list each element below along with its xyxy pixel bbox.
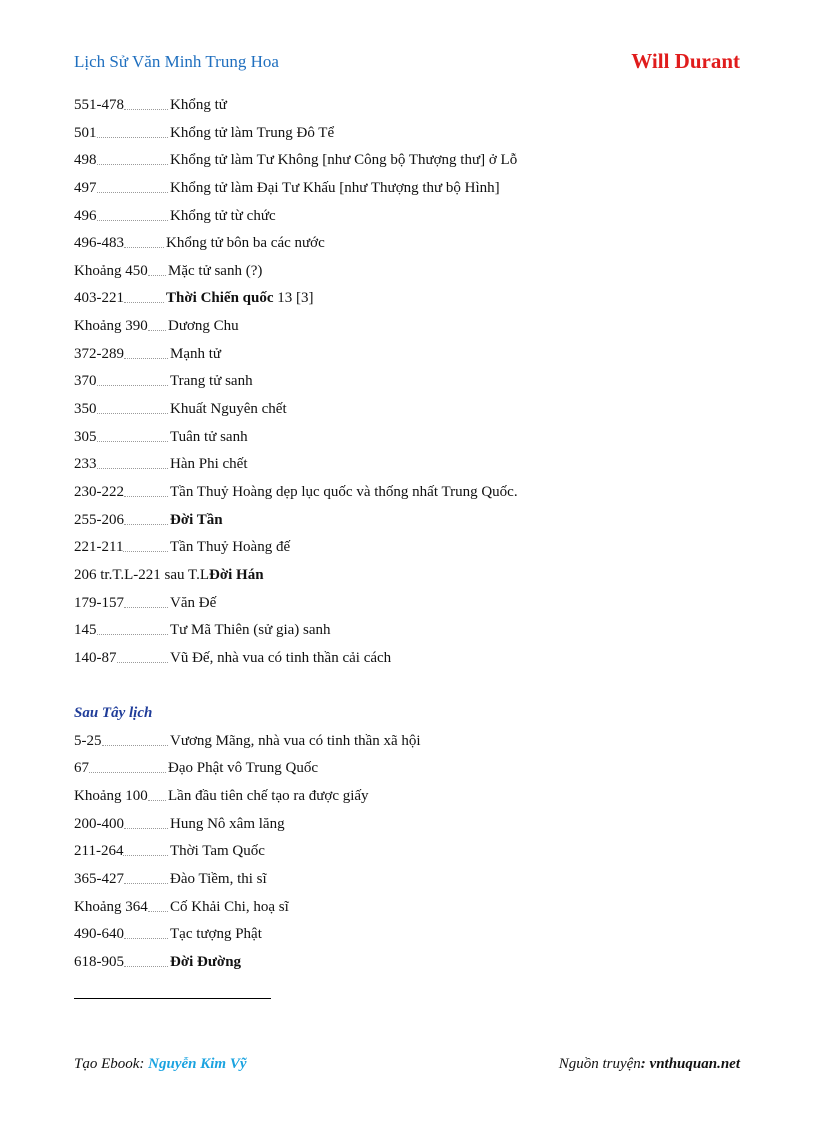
timeline-year: 403-221 bbox=[74, 290, 124, 307]
timeline-row bbox=[74, 260, 754, 288]
timeline-year: 140-87 bbox=[74, 649, 117, 666]
timeline-description bbox=[170, 205, 276, 227]
timeline-year: 179-157 bbox=[74, 594, 124, 611]
header-book-title: Lịch Sử Văn Minh Trung Hoa bbox=[74, 52, 279, 71]
timeline-event-text: Khổng tử làm Trung Đô Tể bbox=[170, 124, 335, 141]
timeline-year: 618-905 bbox=[74, 953, 124, 970]
timeline-row bbox=[74, 453, 754, 481]
timeline-row bbox=[74, 481, 754, 509]
timeline-year: Khoảng 364 bbox=[74, 898, 148, 915]
timeline-event-text: Khổng tử từ chức bbox=[170, 207, 276, 224]
timeline-event-text: Khổng tử bbox=[170, 97, 227, 113]
dot-leader bbox=[124, 343, 168, 359]
dot-leader bbox=[97, 426, 169, 442]
timeline-description bbox=[170, 509, 223, 531]
timeline-event-text: Đạo Phật vô Trung Quốc bbox=[168, 760, 319, 777]
timeline-description bbox=[168, 785, 369, 807]
timeline-year: 305 bbox=[74, 428, 97, 445]
footer-source-separator: : bbox=[640, 1056, 650, 1072]
timeline-row bbox=[74, 868, 754, 896]
timeline-row bbox=[74, 398, 754, 426]
dot-leader bbox=[97, 122, 169, 138]
timeline-event-text: Cố Khải Chi, hoạ sĩ bbox=[170, 898, 289, 915]
timeline-description bbox=[170, 923, 262, 945]
dot-leader bbox=[97, 149, 169, 165]
timeline-event-text: Khổng tử bôn ba các nước bbox=[166, 235, 325, 252]
timeline-row bbox=[74, 177, 754, 205]
timeline-description bbox=[166, 232, 325, 254]
dot-leader bbox=[123, 536, 168, 552]
timeline-year: 551-478 bbox=[74, 97, 124, 113]
dot-leader bbox=[97, 205, 169, 221]
timeline-event-text: Thời Tam Quốc bbox=[170, 843, 265, 860]
timeline-year: 221-211 bbox=[74, 539, 124, 556]
dot-leader bbox=[89, 757, 166, 773]
footer-source-label: Nguồn truyện bbox=[558, 1056, 641, 1072]
footer-ebook-credit bbox=[74, 1056, 247, 1073]
timeline-event-text: Đào Tiềm, thi sĩ bbox=[170, 870, 267, 887]
timeline-description bbox=[170, 536, 290, 558]
timeline-description bbox=[170, 177, 500, 199]
timeline-description bbox=[170, 730, 421, 752]
timeline-year: 5-25 bbox=[74, 732, 102, 749]
timeline-era-name: Đời Tần bbox=[170, 511, 223, 528]
dot-leader bbox=[124, 813, 168, 829]
dot-leader bbox=[124, 592, 168, 608]
timeline-row bbox=[74, 785, 754, 813]
dot-leader bbox=[97, 453, 169, 469]
dot-leader bbox=[148, 785, 166, 801]
section-heading: Sau Tây lịch bbox=[74, 705, 153, 722]
timeline-event-text: Hàn Phi chết bbox=[170, 456, 248, 473]
timeline-row bbox=[74, 619, 754, 647]
timeline-description bbox=[170, 149, 517, 171]
timeline-year: Khoảng 100 bbox=[74, 788, 148, 805]
footnote-divider bbox=[74, 998, 271, 999]
timeline-description bbox=[170, 840, 265, 862]
timeline-year: 370 bbox=[74, 373, 97, 390]
timeline-year: 497 bbox=[74, 179, 97, 196]
footer-ebook-separator: : bbox=[139, 1056, 149, 1072]
timeline-era-name: Thời Chiến quốc bbox=[166, 290, 274, 307]
timeline-row bbox=[74, 315, 754, 343]
header-author: Will Durant bbox=[631, 49, 740, 73]
timeline-event-text: Dương Chu bbox=[168, 318, 239, 335]
timeline-event-text: Tần Thuỷ Hoàng đế bbox=[170, 539, 291, 556]
dot-leader bbox=[124, 232, 164, 248]
section-spacer bbox=[74, 674, 754, 702]
dot-leader bbox=[124, 951, 168, 967]
timeline-year: 233 bbox=[74, 456, 97, 473]
timeline-description bbox=[168, 315, 239, 337]
timeline-event-text: Vũ Đế, nhà vua có tinh thần cải cách bbox=[170, 649, 392, 666]
timeline-year: 350 bbox=[74, 401, 97, 418]
timeline-description bbox=[170, 343, 221, 365]
timeline-year: 490-640 bbox=[74, 926, 124, 943]
timeline-description bbox=[170, 592, 216, 614]
timeline-event-text: Mạnh tử bbox=[170, 345, 222, 362]
timeline-event-text: Khuất Nguyên chết bbox=[170, 401, 287, 418]
timeline-event-text: Tuân tử sanh bbox=[170, 428, 248, 445]
footer-source-site[interactable]: vnthuquan.net bbox=[649, 1056, 740, 1072]
timeline-row bbox=[74, 757, 754, 785]
timeline-year: 498 bbox=[74, 152, 97, 169]
timeline-description bbox=[170, 868, 267, 890]
dot-leader bbox=[124, 509, 168, 525]
timeline-event-text: Tư Mã Thiên (sử gia) sanh bbox=[170, 622, 331, 639]
timeline-description bbox=[209, 564, 264, 586]
timeline-event-text: Lần đầu tiên chế tạo ra được giấy bbox=[168, 788, 369, 805]
timeline-description bbox=[170, 481, 518, 503]
timeline-list bbox=[74, 94, 754, 979]
timeline-row bbox=[74, 94, 754, 122]
dot-leader bbox=[102, 730, 169, 746]
dot-leader bbox=[117, 647, 169, 663]
timeline-row bbox=[74, 343, 754, 371]
timeline-description bbox=[170, 813, 285, 835]
timeline-era-name: Đời Đường bbox=[170, 953, 242, 970]
timeline-event-text: Văn Đế bbox=[170, 594, 217, 611]
timeline-row bbox=[74, 813, 754, 841]
timeline-row bbox=[74, 730, 754, 758]
timeline-row bbox=[74, 647, 754, 675]
timeline-era-name: Đời Hán bbox=[208, 566, 264, 583]
dot-leader bbox=[97, 370, 169, 386]
timeline-event-text: Khổng tử làm Đại Tư Khấu [như Thượng thư bộ Hình] bbox=[170, 179, 500, 196]
dot-leader bbox=[124, 481, 168, 497]
timeline-row bbox=[74, 564, 754, 592]
timeline-before-christ bbox=[74, 94, 754, 674]
timeline-description bbox=[170, 951, 241, 973]
timeline-description bbox=[170, 619, 331, 641]
timeline-description bbox=[166, 287, 314, 309]
dot-leader bbox=[97, 398, 169, 414]
timeline-row bbox=[74, 592, 754, 620]
timeline-description bbox=[170, 370, 253, 392]
timeline-year: 496 bbox=[74, 207, 97, 224]
timeline-description bbox=[170, 426, 248, 448]
timeline-row bbox=[74, 149, 754, 177]
timeline-row bbox=[74, 426, 754, 454]
timeline-row bbox=[74, 896, 754, 924]
timeline-row bbox=[74, 840, 754, 868]
timeline-row bbox=[74, 205, 754, 233]
timeline-year: 365-427 bbox=[74, 870, 124, 887]
section-heading-row bbox=[74, 702, 754, 730]
timeline-event-text: Vương Mãng, nhà vua có tinh thần xã hội bbox=[170, 732, 421, 749]
timeline-row bbox=[74, 122, 754, 150]
dot-leader bbox=[148, 315, 166, 331]
dot-leader bbox=[148, 260, 166, 276]
dot-leader bbox=[97, 619, 169, 635]
dot-leader bbox=[124, 287, 164, 303]
timeline-year: 200-400 bbox=[74, 815, 124, 832]
timeline-year: 496-483 bbox=[74, 235, 124, 252]
timeline-year: 501 bbox=[74, 124, 97, 141]
timeline-row bbox=[74, 287, 754, 315]
dot-leader bbox=[123, 840, 168, 856]
timeline-year: 206 tr.T.L-221 sau T.L bbox=[74, 566, 209, 583]
timeline-event-text: Tạc tượng Phật bbox=[170, 926, 262, 943]
footer-ebook-label: Tạo Ebook bbox=[74, 1056, 140, 1072]
dot-leader bbox=[124, 868, 168, 884]
timeline-row bbox=[74, 923, 754, 951]
timeline-year: 67 bbox=[74, 760, 89, 777]
timeline-description bbox=[168, 260, 262, 282]
timeline-event-text: 13 [3] bbox=[273, 290, 314, 307]
timeline-row bbox=[74, 951, 754, 979]
timeline-row bbox=[74, 509, 754, 537]
timeline-description bbox=[170, 896, 289, 918]
footer-ebook-creator: Nguyễn Kim Vỹ bbox=[148, 1056, 247, 1072]
timeline-event-text: Hung Nô xâm lăng bbox=[170, 815, 285, 832]
dot-leader bbox=[97, 177, 169, 193]
timeline-event-text: Khổng tử làm Tư Không [như Công bộ Thượng thư] ở Lỗ bbox=[170, 152, 518, 169]
dot-leader bbox=[148, 896, 168, 912]
timeline-description bbox=[168, 757, 318, 779]
timeline-event-text: Mặc tử sanh (?) bbox=[168, 262, 263, 279]
footer-source-credit bbox=[559, 1056, 740, 1073]
timeline-year: 230-222 bbox=[74, 483, 124, 500]
timeline-description bbox=[170, 94, 227, 116]
timeline-year: 255-206 bbox=[74, 511, 124, 528]
timeline-after-christ bbox=[74, 730, 754, 979]
timeline-year: 372-289 bbox=[74, 345, 124, 362]
timeline-description bbox=[170, 398, 287, 420]
dot-leader bbox=[124, 923, 168, 939]
timeline-row bbox=[74, 536, 754, 564]
dot-leader bbox=[124, 94, 168, 110]
timeline-description bbox=[170, 647, 391, 669]
timeline-year: Khoảng 390 bbox=[74, 318, 148, 335]
timeline-event-text: Tần Thuỷ Hoàng dẹp lục quốc và thống nhất Trung Quốc. bbox=[170, 483, 518, 500]
timeline-year: 145 bbox=[74, 622, 97, 639]
timeline-event-text: Trang tử sanh bbox=[170, 373, 253, 390]
timeline-year: Khoảng 450 bbox=[74, 262, 148, 279]
timeline-description bbox=[170, 122, 334, 144]
timeline-row bbox=[74, 232, 754, 260]
timeline-row bbox=[74, 370, 754, 398]
timeline-description bbox=[170, 453, 247, 475]
timeline-year: 211-264 bbox=[74, 843, 124, 860]
